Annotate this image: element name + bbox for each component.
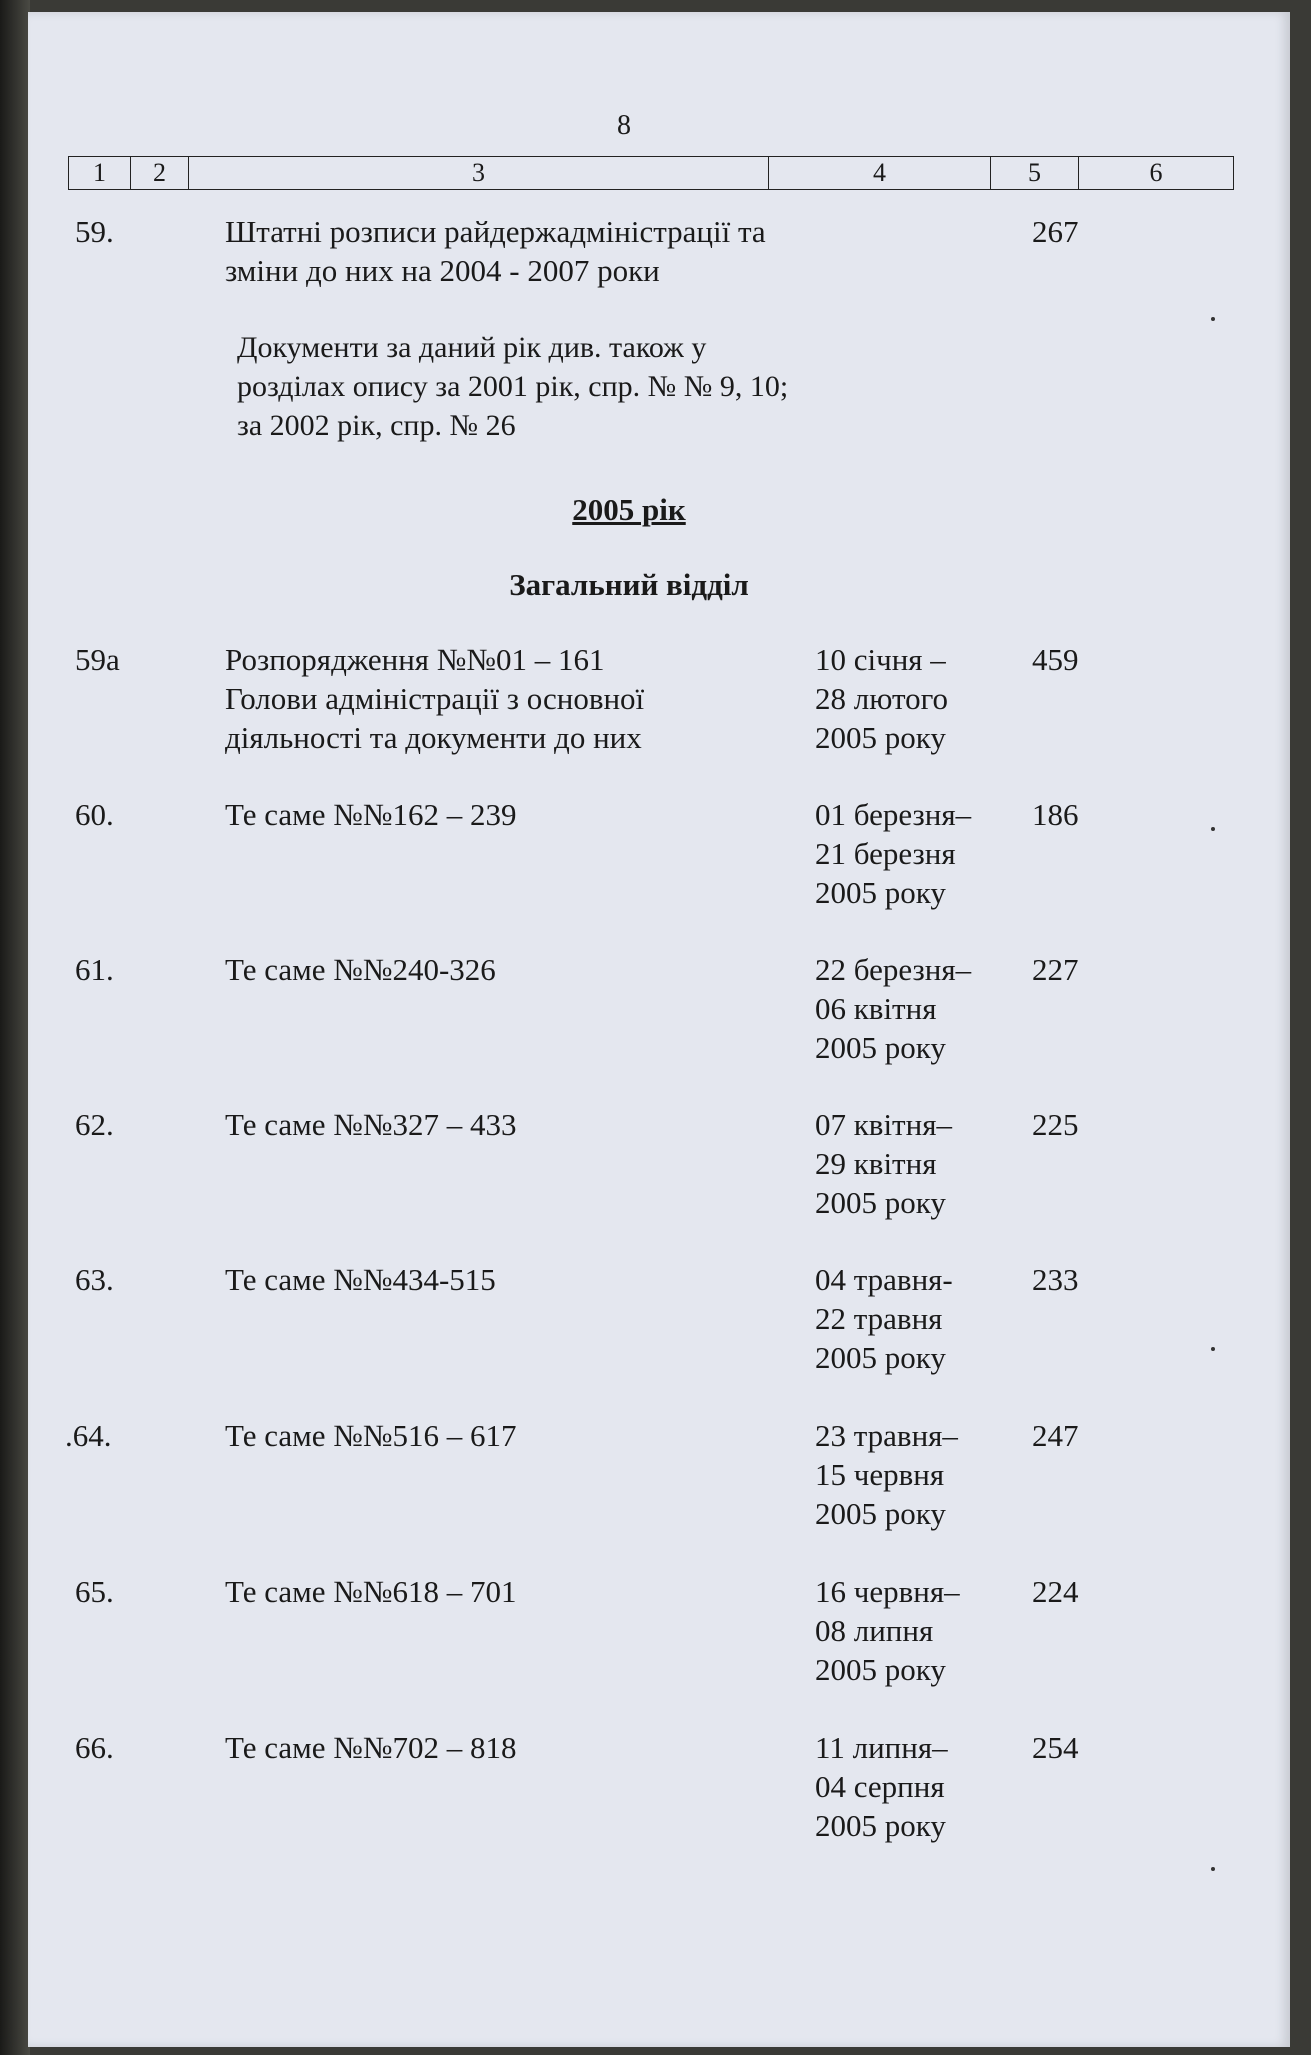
column-header-6: 6 bbox=[1149, 158, 1163, 187]
entry-title: Те саме №№702 – 818 bbox=[225, 1730, 517, 1765]
entry-date-end: 06 квітня bbox=[815, 991, 937, 1026]
column-header-4: 4 bbox=[769, 157, 991, 189]
entry-title: Те саме №№327 – 433 bbox=[225, 1107, 517, 1142]
section-year-heading: 2005 рік bbox=[572, 492, 686, 527]
entry-number: 63. bbox=[75, 1262, 114, 1297]
entry-pages: 247 bbox=[1032, 1418, 1079, 1453]
entry-number: 65. bbox=[75, 1574, 114, 1609]
entry-pages: 459 bbox=[1032, 642, 1079, 677]
entry-title: Штатні розписи райдержадміністрації та зміни до них на 2004 - 2007 роки bbox=[225, 214, 766, 288]
scan-speck bbox=[1211, 1867, 1215, 1871]
entry-number: 66. bbox=[75, 1730, 114, 1765]
entry-date-year: 2005 року bbox=[815, 1030, 946, 1065]
entry-date-start: 01 березня– bbox=[815, 797, 972, 832]
entry-date-year: 2005 року bbox=[815, 1340, 946, 1375]
entry-date-year: 2005 року bbox=[815, 875, 946, 910]
entry-date-start: 10 січня – bbox=[815, 642, 946, 677]
entry-pages: 186 bbox=[1032, 797, 1079, 832]
page-number: 8 bbox=[617, 110, 631, 141]
column-header-row bbox=[68, 156, 1234, 190]
entry-title: Те саме №№162 – 239 bbox=[225, 797, 517, 832]
entry-number: 62. bbox=[75, 1107, 114, 1142]
entry-title: Те саме №№618 – 701 bbox=[225, 1574, 517, 1609]
entry-date-end: 28 лютого bbox=[815, 681, 949, 716]
entry-date-year: 2005 року bbox=[815, 1808, 946, 1843]
entry-date-start: 16 червня– bbox=[815, 1574, 960, 1609]
document-page bbox=[28, 12, 1290, 2047]
entry-title: Розпорядження №№01 – 161 Голови адміністрації з основної діяльності та документи до них bbox=[225, 642, 645, 755]
entry-pages: 254 bbox=[1032, 1730, 1079, 1765]
entry-date-end: 21 березня bbox=[815, 836, 956, 871]
entry-title: Те саме №№516 – 617 bbox=[225, 1418, 517, 1453]
entry-pages: 227 bbox=[1032, 952, 1079, 987]
entry-date-start: 04 травня- bbox=[815, 1262, 953, 1297]
entry-date-year: 2005 року bbox=[815, 1652, 946, 1687]
scan-speck bbox=[1211, 827, 1215, 831]
scan-speck bbox=[1211, 317, 1215, 321]
entry-date-start: 07 квітня– bbox=[815, 1107, 952, 1142]
entry-number: 59. bbox=[75, 214, 114, 249]
entry-date-year: 2005 року bbox=[815, 1185, 946, 1220]
entry-number: .64. bbox=[65, 1418, 112, 1453]
column-header-2: 2 bbox=[131, 157, 189, 189]
entry-date-end: 08 липня bbox=[815, 1613, 934, 1648]
entry-number: 60. bbox=[75, 797, 114, 832]
column-header-1: 1 bbox=[69, 157, 131, 189]
entry-date-start: 23 травня– bbox=[815, 1418, 958, 1453]
entry-number: 61. bbox=[75, 952, 114, 987]
entry-date-year: 2005 року bbox=[815, 1496, 946, 1531]
entry-note: Документи за даний рік див. також у розділах опису за 2001 рік, спр. № № 9, 10; за 2002 рік, спр. № 26 bbox=[237, 331, 789, 442]
entry-number: 59а bbox=[75, 642, 120, 677]
scan-speck bbox=[1211, 1347, 1215, 1351]
column-header-3: 3 bbox=[189, 157, 769, 189]
entry-date-end: 22 травня bbox=[815, 1301, 943, 1336]
entry-pages: 225 bbox=[1032, 1107, 1079, 1142]
page-edge bbox=[0, 0, 30, 2055]
entry-date-end: 29 квітня bbox=[815, 1146, 937, 1181]
entry-date-end: 04 серпня bbox=[815, 1769, 945, 1804]
entry-title: Те саме №№240-326 bbox=[225, 952, 496, 987]
entry-pages: 233 bbox=[1032, 1262, 1079, 1297]
entry-date-start: 22 березня– bbox=[815, 952, 972, 987]
entry-pages: 224 bbox=[1032, 1574, 1079, 1609]
column-header-5: 5 bbox=[991, 157, 1079, 189]
entry-date-end: 15 червня bbox=[815, 1457, 945, 1492]
entry-date-start: 11 липня– bbox=[815, 1730, 948, 1765]
entry-pages: 267 bbox=[1032, 214, 1079, 249]
entry-title: Те саме №№434-515 bbox=[225, 1262, 496, 1297]
section-department-heading: Загальний відділ bbox=[509, 567, 749, 602]
entry-date-year: 2005 року bbox=[815, 720, 946, 755]
